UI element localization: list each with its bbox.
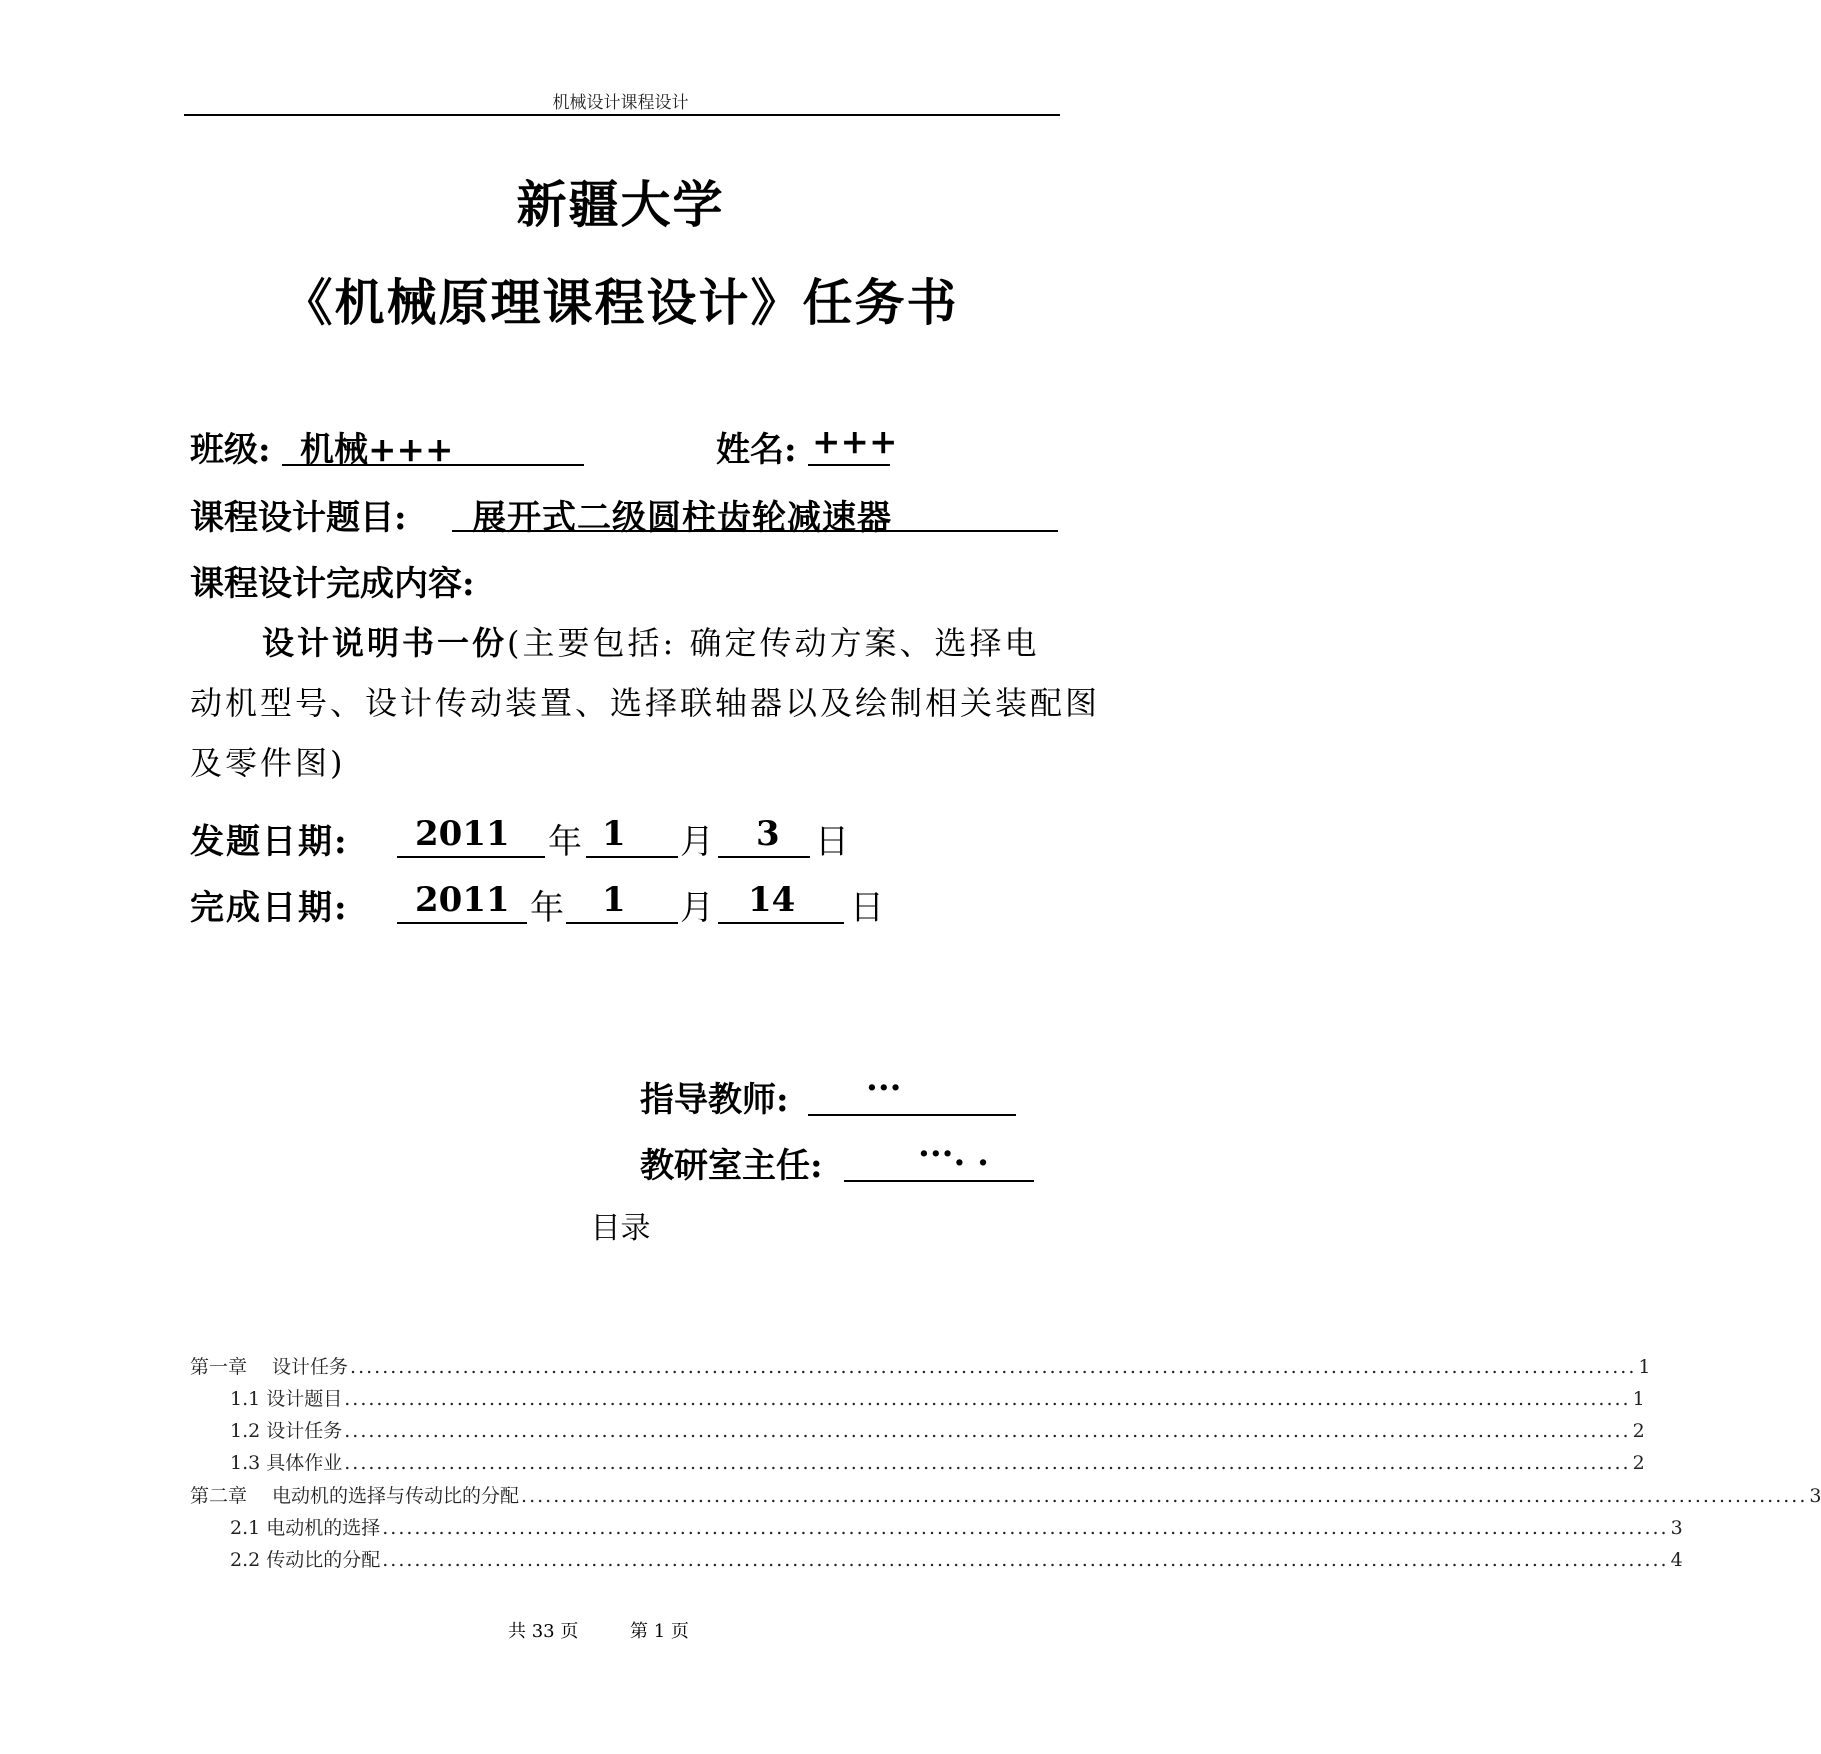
finish-year-char: 年 [530, 888, 564, 928]
toc-item-page: 3 [1670, 1517, 1683, 1539]
topic-value: 展开式二级圆柱齿轮减速器 [472, 498, 892, 538]
toc-item-page: 3 [1809, 1485, 1821, 1507]
toc-item-page: 1 [1638, 1356, 1651, 1378]
content-line-3: 及零件图) [190, 744, 346, 782]
topic-label: 课程设计题目: [190, 498, 407, 538]
toc-leader: ................................................................................................................................................................ [382, 1549, 1669, 1571]
university-name: 新疆大学 [516, 175, 725, 234]
content-line-1 [262, 614, 1039, 672]
issue-month-char: 月 [680, 822, 714, 862]
finish-year-field [397, 880, 527, 924]
toc-item[interactable] [190, 1481, 1821, 1511]
toc-item[interactable] [230, 1416, 1645, 1446]
name-label: 姓名: [716, 430, 797, 470]
toc-item[interactable] [230, 1513, 1683, 1543]
toc-item-text: 第二章 电动机的选择与传动比的分配 [190, 1485, 520, 1507]
toc-item[interactable] [230, 1545, 1683, 1575]
toc-item-text: 第一章 设计任务 [190, 1356, 349, 1378]
toc-leader: ................................................................................................................................................................ [344, 1388, 1631, 1410]
content-line-2: 动机型号、设计传动装置、选择联轴器以及绘制相关装配图 [190, 684, 1101, 722]
finish-day: 14 [748, 880, 796, 920]
director-label: 教研室主任: [640, 1146, 823, 1186]
advisor-field [808, 1068, 1016, 1116]
finish-month: 1 [602, 880, 626, 920]
toc-title: 目录 [590, 1211, 651, 1246]
issue-date-label: 发题日期: [190, 822, 349, 862]
issue-day-char: 日 [815, 822, 849, 862]
director-field [844, 1134, 1034, 1182]
finish-day-char: 日 [850, 888, 884, 928]
class-label: 班级: [190, 430, 271, 470]
issue-month-field [586, 814, 678, 858]
toc-item-page: 2 [1632, 1452, 1645, 1474]
toc-item-page: 1 [1632, 1388, 1645, 1410]
director-value: ···. . [918, 1134, 990, 1174]
advisor-label: 指导教师: [640, 1080, 789, 1120]
class-value: 机械+++ [300, 430, 454, 470]
topic-field [452, 490, 1058, 538]
name-value: +++ [812, 422, 898, 462]
toc-item-page: 4 [1670, 1549, 1683, 1571]
page-total: 共 33 页 [508, 1621, 579, 1642]
toc-item[interactable] [190, 1352, 1651, 1382]
finish-day-field [718, 880, 844, 924]
toc-item[interactable] [230, 1448, 1645, 1478]
finish-month-char: 月 [680, 888, 714, 928]
finish-year: 2011 [415, 880, 510, 920]
page-current: 第 1 页 [630, 1621, 689, 1642]
toc-item-page: 2 [1632, 1420, 1645, 1442]
toc-leader: ................................................................................................................................................................ [344, 1420, 1631, 1442]
toc-item[interactable] [230, 1384, 1645, 1414]
running-header: 机械设计课程设计 [552, 93, 689, 113]
toc-item-text: 2.1 电动机的选择 [230, 1517, 381, 1539]
content-label: 课程设计完成内容: [190, 564, 475, 604]
issue-day-field [718, 814, 810, 858]
issue-day: 3 [756, 814, 780, 854]
toc-leader: ................................................................................................................................................................ [382, 1517, 1669, 1539]
toc-item-text: 1.2 设计任务 [230, 1420, 343, 1442]
toc-leader: ................................................................................................................................................................ [344, 1452, 1631, 1474]
issue-year-char: 年 [548, 822, 582, 862]
toc-item-text: 1.1 设计题目 [230, 1388, 343, 1410]
toc-leader: ................................................................................................................................................................ [350, 1356, 1637, 1378]
finish-month-field [566, 880, 678, 924]
content-line-1-rest: (主要包括: 确定传动方案、选择电 [507, 624, 1040, 662]
toc-leader: ................................................................................................................................................................ [521, 1485, 1808, 1507]
header-rule [184, 114, 1060, 116]
class-field [282, 422, 584, 470]
issue-year-field [397, 814, 545, 858]
toc-item-text: 2.2 传动比的分配 [230, 1549, 381, 1571]
advisor-value: ··· [866, 1068, 902, 1108]
name-field [808, 422, 898, 466]
document-title: 《机械原理课程设计》任务书 [282, 273, 959, 332]
finish-date-label: 完成日期: [190, 888, 349, 928]
toc-item-text: 1.3 具体作业 [230, 1452, 343, 1474]
issue-year: 2011 [415, 814, 510, 854]
issue-month: 1 [602, 814, 626, 854]
content-bold: 设计说明书一份 [262, 624, 508, 662]
